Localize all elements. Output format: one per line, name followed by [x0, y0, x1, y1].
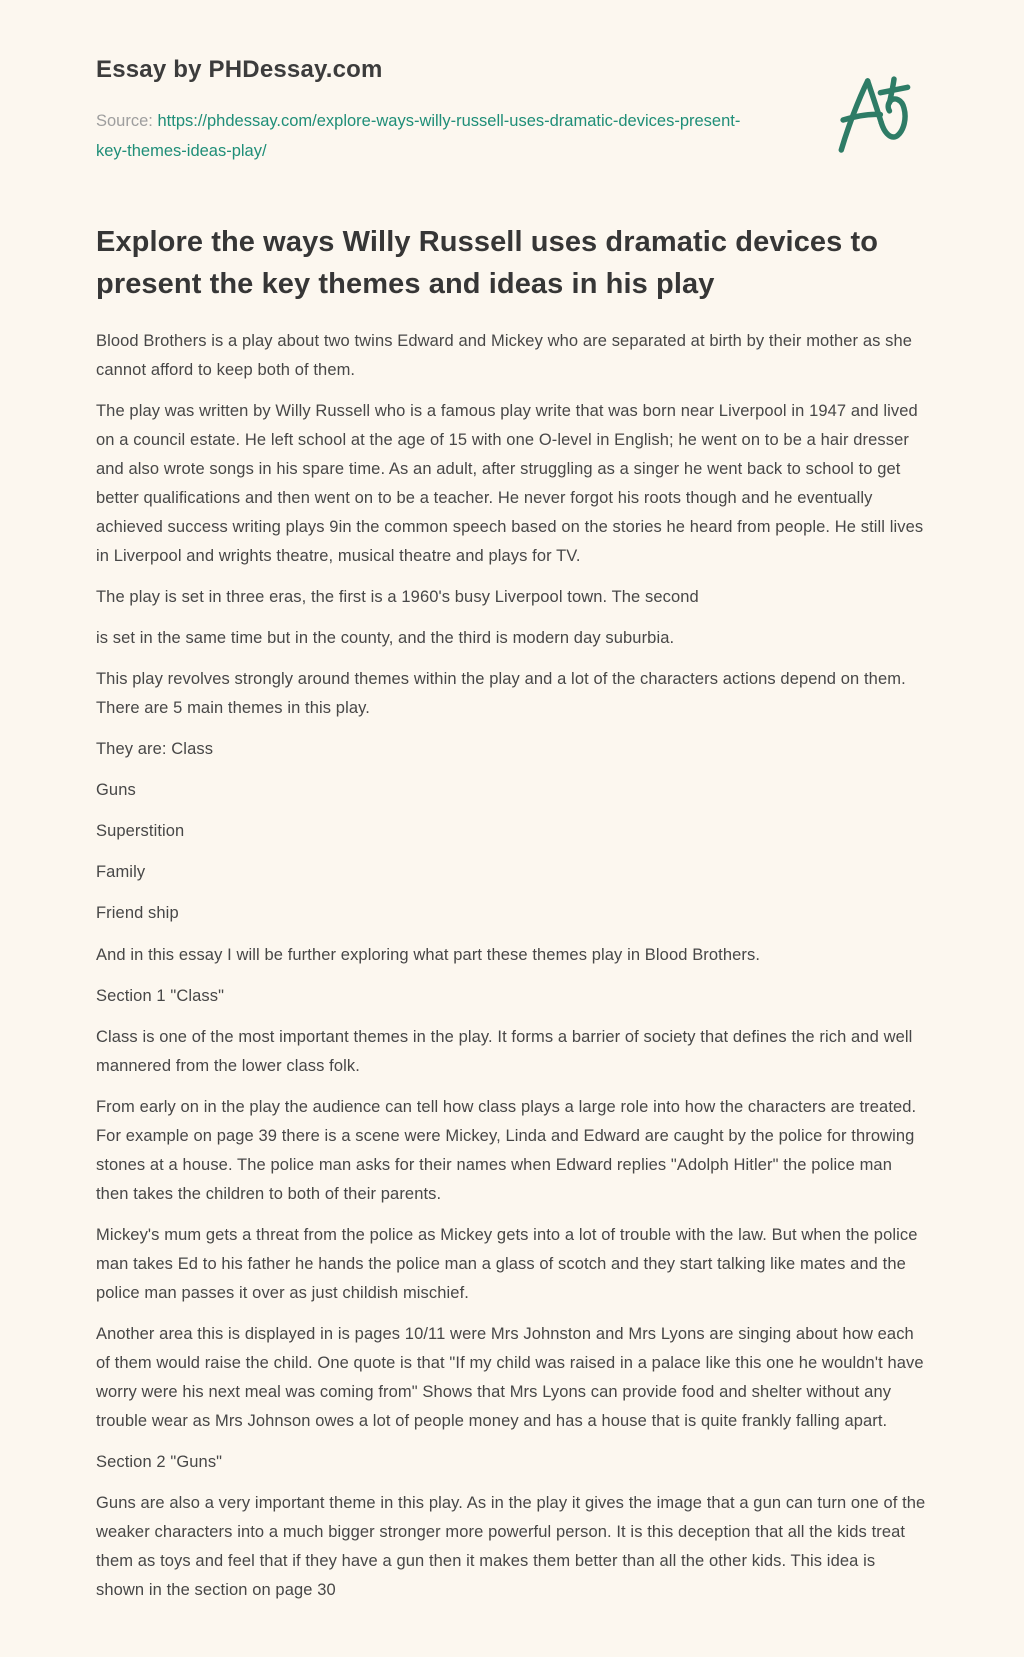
- essay-paragraph: From early on in the play the audience can tell how class plays a large role into how the characters are treated. For example on page 39 there is a scene were Mickey, Linda and Edward are caught by the police for throwing stones at a house. The police man asks for their names when Edward replies "Adolph Hitler" the police man then takes the children to both of their parents.: [96, 1097, 917, 1203]
- essay-title: Explore the ways Willy Russell uses dramatic devices to present the key themes and ideas in his play: [96, 226, 879, 300]
- essay-paragraph: Superstition: [96, 822, 185, 841]
- essay-paragraph: The play was written by Willy Russell who is a famous play write that was born near Liverpool in 1947 and lived on a council estate. He left school at the age of 15 with one O-level in English; he went on to be a hair dresser and also wrote songs in his spare time. As an adult, after struggling as a singer he went back to school to get better qualifications and then went on to be a teacher. He never forgot his roots though and he eventually achieved success writing plays 9in the common speech based on the stories he heard from people. He still lives in Liverpool and wrights theatre, musical theatre and plays for TV.: [96, 402, 924, 566]
- essay-paragraph: Guns are also a very important theme in this play. As in the play it gives the image that a gun can turn one of the weaker characters into a much bigger stronger more powerful person. It is this deception that all the kids treat them as toys and feel that if they have a gun then it makes them better than all the other kids. This idea is shown in the section on page 30: [96, 1494, 926, 1600]
- header-text: [96, 56, 796, 166]
- essay-paragraph: Section 2 "Guns": [96, 1452, 223, 1471]
- essay-paragraph: The play is set in three eras, the first is a 1960's busy Liverpool town. The second: [96, 588, 699, 607]
- source-label: Source:: [96, 112, 153, 130]
- source-link[interactable]: https://phdessay.com/explore-ways-willy-russell-uses-dramatic-devices-present-key-themes-ideas-play/: [96, 112, 741, 161]
- essay-paragraph: And in this essay I will be further exploring what part these themes play in Blood Brothers.: [96, 945, 761, 964]
- essay-paragraph: Mickey's mum gets a threat from the police as Mickey gets into a lot of trouble with the law. But when the police man takes Ed to his father he hands the police man a glass of scotch and they start talking like mates and the police man passes it over as just childish mischief.: [96, 1225, 918, 1302]
- essay-paragraph: Class is one of the most important themes in the play. It forms a barrier of society that defines the rich and well mannered from the lower class folk.: [96, 1027, 913, 1075]
- essay-paragraph: Guns: [96, 781, 136, 800]
- essay-paragraph: Another area this is displayed in is pages 10/11 were Mrs Johnston and Mrs Lyons are singing about how each of them would raise the child. One quote is that "If my child was raised in a palace like this one he wouldn't have worry were his next meal was coming from" Shows that Mrs Lyons can provide food and shelter without any trouble wear as Mrs Johnson owes a lot of people money and has a house that is quite frankly falling apart.: [96, 1324, 924, 1430]
- essay-paragraph: Family: [96, 863, 146, 882]
- essay-body: [96, 327, 928, 1605]
- essay-paragraph: Blood Brothers is a play about two twins Edward and Mickey who are separated at birth by their mother as she cannot afford to keep both of them.: [96, 331, 913, 379]
- page-header: [96, 56, 928, 166]
- phdessay-logo: [834, 64, 934, 176]
- essay-paragraph: This play revolves strongly around themes within the play and a lot of the characters actions depend on them. There are 5 main themes in this play.: [96, 670, 906, 718]
- source-line: [96, 106, 768, 166]
- essay-main: [96, 222, 928, 1605]
- essay-paragraph: Section 1 "Class": [96, 986, 225, 1005]
- essay-paragraph: They are: Class: [96, 740, 214, 759]
- essay-paragraph: Friend ship: [96, 904, 179, 923]
- a-plus-logo-icon: [834, 64, 934, 176]
- essay-paragraph: is set in the same time but in the county, and the third is modern day suburbia.: [96, 629, 675, 648]
- site-title: Essay by PHDessay.com: [96, 56, 383, 83]
